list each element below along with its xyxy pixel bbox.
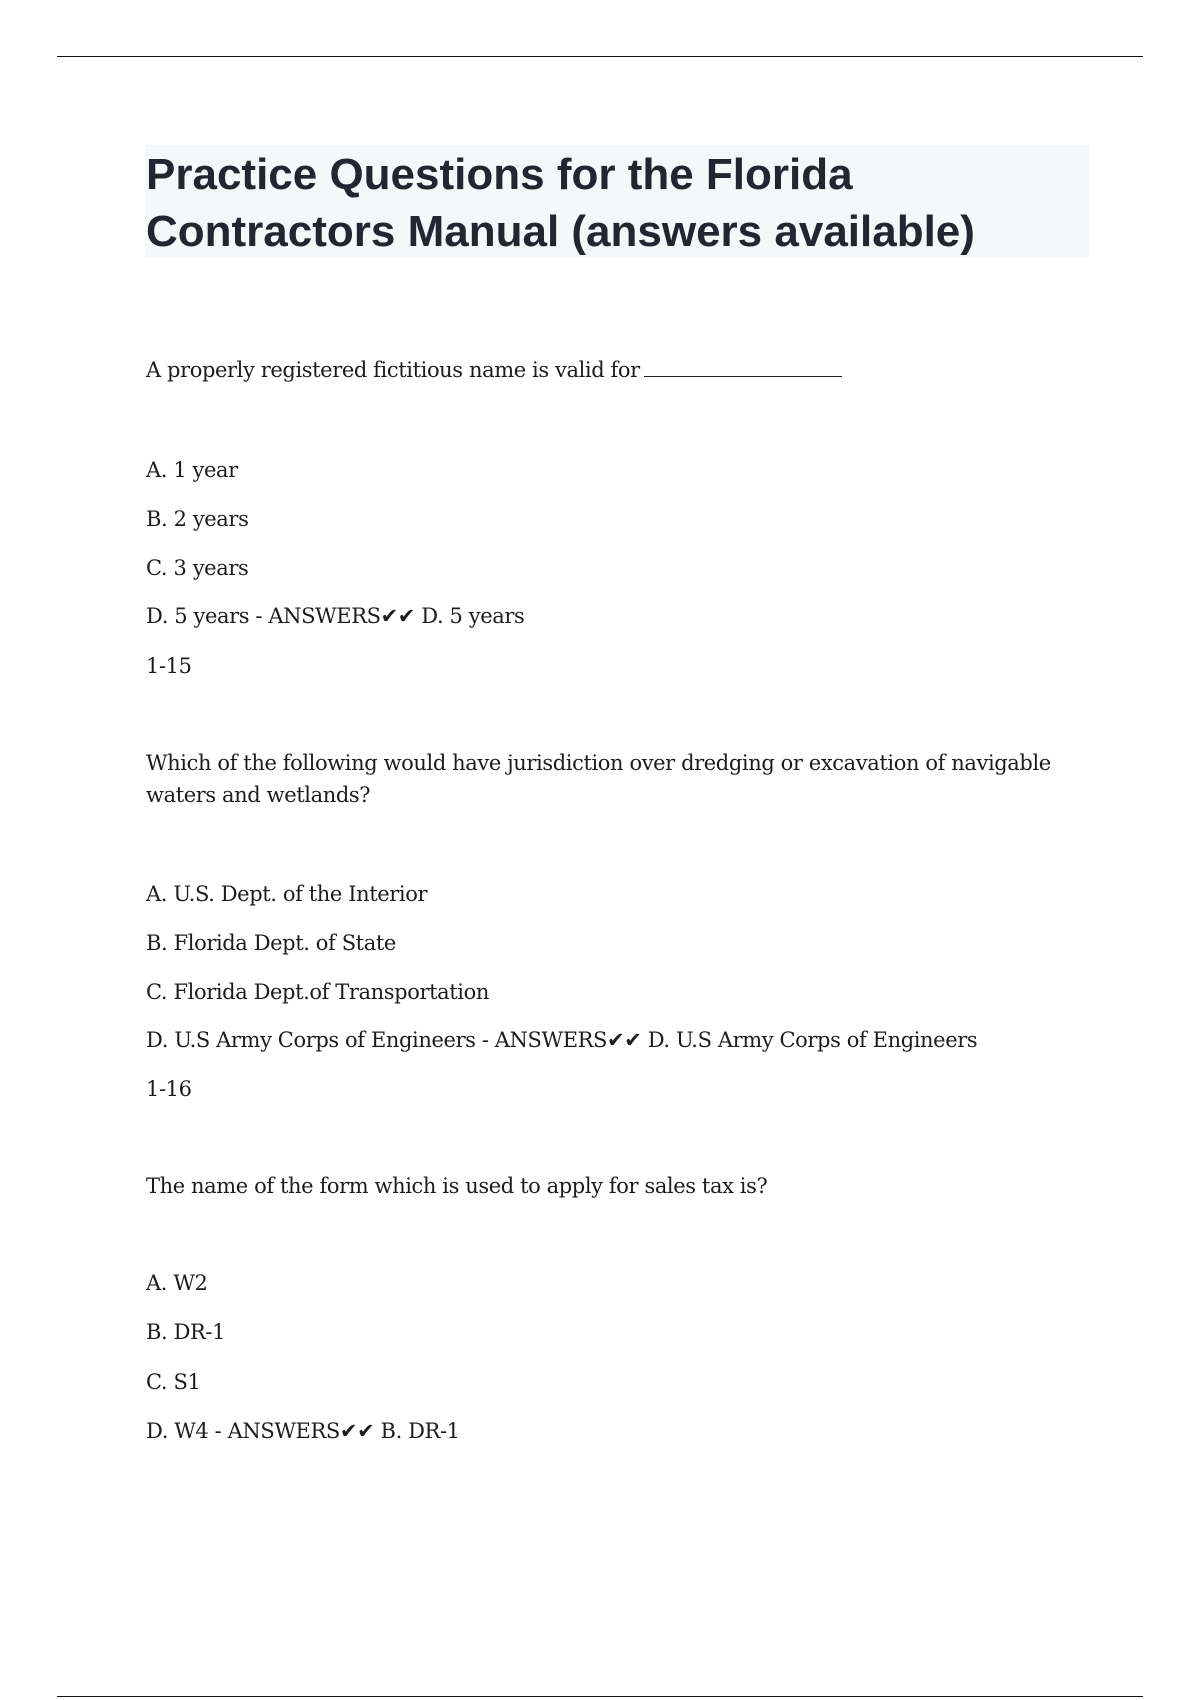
reference-number: 1-15 — [146, 654, 192, 678]
answer-option: A. W2 — [146, 1271, 208, 1295]
answer-option: B. DR-1 — [146, 1320, 226, 1344]
answer-option: B. 2 years — [146, 507, 249, 531]
reference-number: 1-16 — [146, 1077, 192, 1101]
top-rule — [57, 56, 1143, 57]
document-title: Practice Questions for the Florida Contractors Manual (answers available) — [146, 150, 975, 256]
answer-option-with-key: D. U.S Army Corps of Engineers - ANSWERS✔✔ D. U.S Army Corps of Engineers — [146, 1028, 978, 1052]
question-prompt: A properly registered fictitious name is valid for — [146, 354, 842, 386]
question-prompt: The name of the form which is used to apply for sales tax is? — [146, 1174, 768, 1198]
answer-option: C. Florida Dept.of Transportation — [146, 980, 489, 1004]
question-prompt: Which of the following would have jurisdiction over dredging or excavation of navigable waters and wetlands? — [146, 751, 1051, 807]
answer-option: A. 1 year — [146, 458, 238, 482]
answer-option: C. 3 years — [146, 556, 249, 580]
answer-option-with-key: D. 5 years - ANSWERS✔✔ D. 5 years — [146, 604, 525, 628]
answer-option-with-key: D. W4 - ANSWERS✔✔ B. DR-1 — [146, 1419, 460, 1443]
answer-option: B. Florida Dept. of State — [146, 931, 396, 955]
answer-blank — [644, 356, 842, 377]
bottom-rule — [57, 1696, 1143, 1697]
answer-option: A. U.S. Dept. of the Interior — [146, 882, 428, 906]
answer-option: C. S1 — [146, 1370, 201, 1394]
